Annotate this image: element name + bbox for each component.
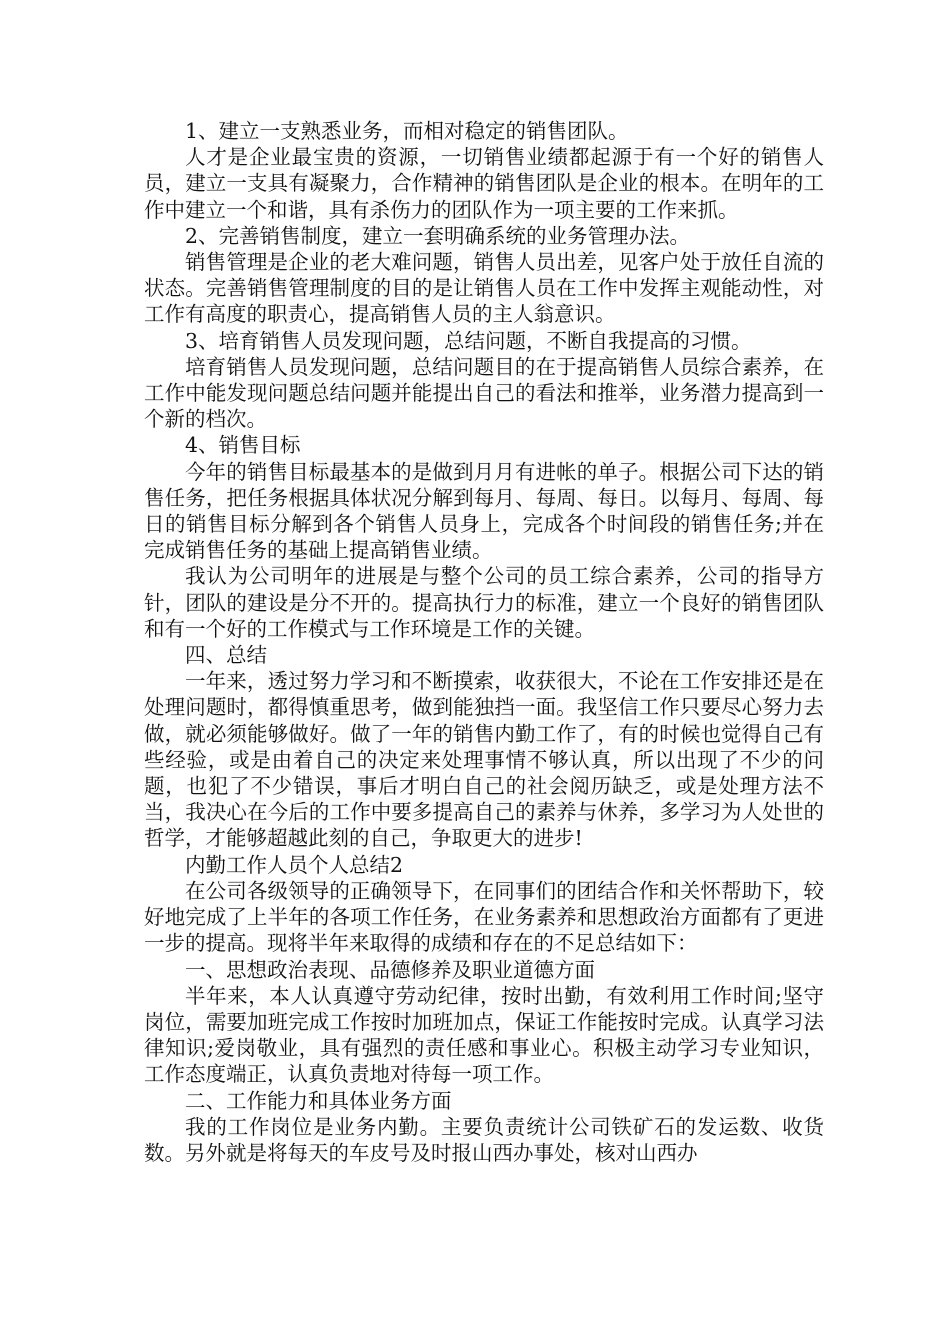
section-heading: 四、总结	[185, 643, 267, 668]
body-paragraph: 销售管理是企业的老大难问题，销售人员出差，见客户处于放任自流的状态。完善销售管理制度的目的是让销售人员在工作中发挥主观能动性，对工作有高度的职责心，提高销售人员的主人翁意识。	[144, 250, 824, 327]
body-paragraph: 我的工作岗位是业务内勤。主要负责统计公司铁矿石的发运数、收货数。另外就是将每天的车皮号及时报山西办事处，核对山西办	[144, 1114, 824, 1165]
section-heading: 二、工作能力和具体业务方面	[185, 1088, 452, 1113]
document-title: 内勤工作人员个人总结2	[185, 852, 404, 877]
document-page	[144, 118, 824, 1166]
body-paragraph: 半年来，本人认真遵守劳动纪律，按时出勤，有效利用工作时间;坚守岗位，需要加班完成工作按时加班加点，保证工作能按时完成。认真学习法律知识;爱岗敬业，具有强烈的责任感和事业心。积极主动学习专业知识，工作态度端正，认真负责地对待每一项工作。	[144, 983, 824, 1087]
body-paragraph: 培育销售人员发现问题，总结问题目的在于提高销售人员综合素养，在工作中能发现问题总结问题并能提出自己的看法和推举，业务潜力提高到一个新的档次。	[144, 354, 824, 432]
section-heading: 3、培育销售人员发现问题，总结问题，不断自我提高的习惯。	[185, 328, 752, 353]
section-heading: 1、建立一支熟悉业务，而相对稳定的销售团队。	[185, 119, 629, 143]
section-heading: 一、思想政治表现、品德修养及职业道德方面	[185, 957, 595, 982]
body-paragraph: 人才是企业最宝贵的资源，一切销售业绩都起源于有一个好的销售人员，建立一支具有凝聚力，合作精神的销售团队是企业的根本。在明年的工作中建立一个和谐，具有杀伤力的团队作为一项主要的工作来抓。	[144, 145, 824, 222]
body-paragraph: 在公司各级领导的正确领导下，在同事们的团结合作和关怀帮助下，较好地完成了上半年的各项工作任务，在业务素养和思想政治方面都有了更进一步的提高。现将半年来取得的成绩和存在的不足总结如下：	[144, 878, 824, 956]
body-paragraph: 今年的销售目标最基本的是做到月月有进帐的单子。根据公司下达的销售任务，把任务根据具体状况分解到每月、每周、每日。以每月、每周、每日的销售目标分解到各个销售人员身上，完成各个时间段的销售任务;并在完成销售任务的基础上提高销售业绩。	[144, 459, 824, 563]
section-heading: 4、销售目标	[185, 433, 301, 458]
body-paragraph: 我认为公司明年的进展是与整个公司的员工综合素养，公司的指导方针，团队的建设是分不开的。提高执行力的标准，建立一个良好的销售团队和有一个好的工作模式与工作环境是工作的关键。	[144, 564, 824, 641]
section-heading: 2、完善销售制度，建立一套明确系统的业务管理办法。	[185, 223, 691, 248]
body-paragraph: 一年来，透过努力学习和不断摸索，收获很大，不论在工作安排还是在处理问题时，都得慎重思考，做到能独挡一面。我坚信工作只要尽心努力去做，就必须能够做好。做了一年的销售内勤工作了，有的时候也觉得自己有些经验，或是由着自己的决定来处理事情不够认真，所以出现了不少的问题，也犯了不少错误，事后才明白自己的社会阅历缺乏，或是处理方法不当，我决心在今后的工作中要多提高自己的素养与休养，多学习为人处世的哲学，才能够超越此刻的自己，争取更大的进步!	[144, 669, 824, 851]
